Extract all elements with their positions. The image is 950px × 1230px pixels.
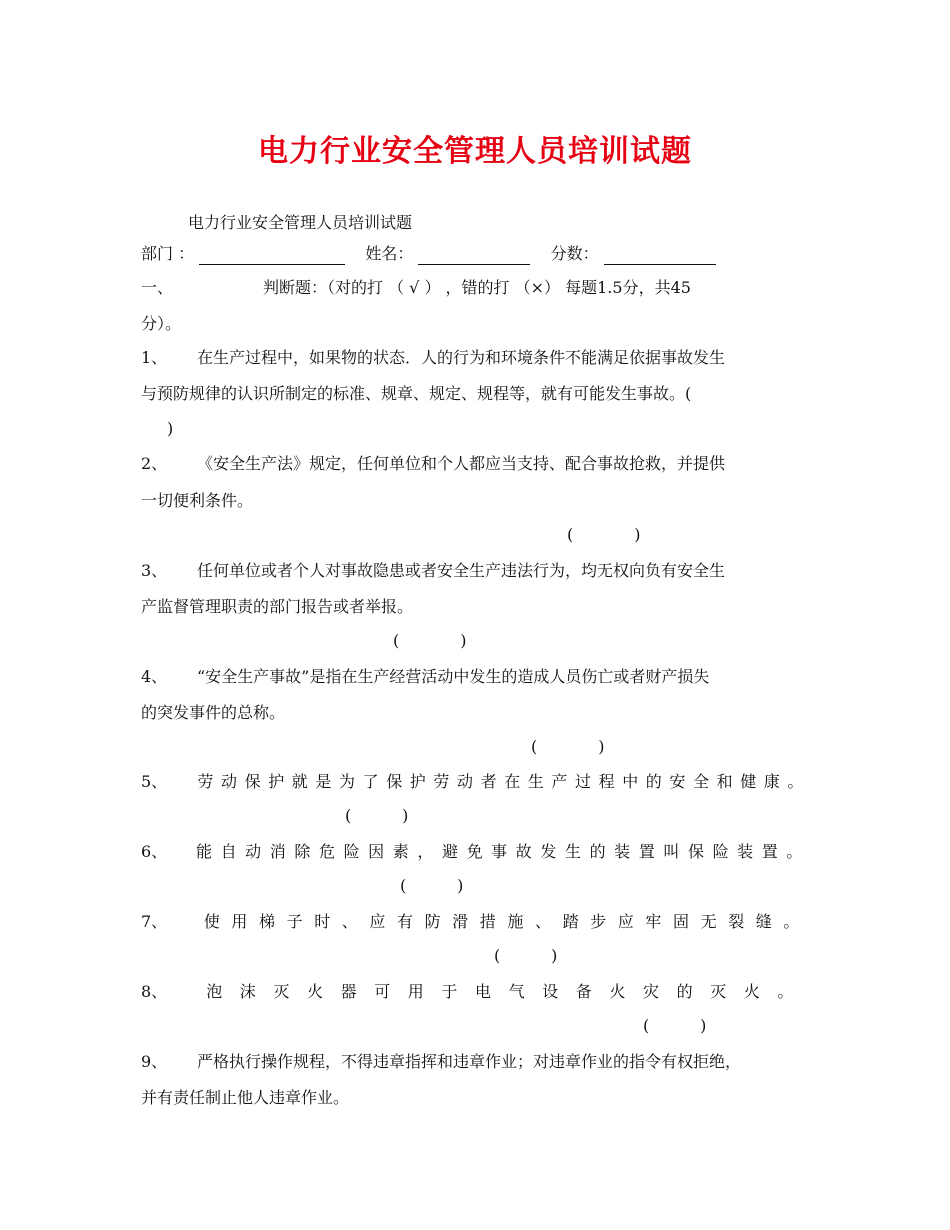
question-number: 5、 xyxy=(141,772,168,791)
score-blank[interactable] xyxy=(604,248,716,265)
department-blank[interactable] xyxy=(199,248,345,265)
question-number: 3、 xyxy=(141,561,168,580)
answer-blank-6[interactable]: ( ) xyxy=(400,876,464,895)
question-2-line2: 一切便利条件。 xyxy=(141,491,254,510)
department-label: 部门 ： xyxy=(141,244,195,263)
question-3 xyxy=(141,560,811,582)
question-number: 9、 xyxy=(141,1052,168,1071)
question-text: 在生产过程中，如果物的状态．人的行为和环境条件不能满足依据事故发生 xyxy=(197,348,726,367)
form-fields-row xyxy=(141,243,811,265)
question-5 xyxy=(141,771,811,793)
document-title: 电力行业安全管理人员培训试题 xyxy=(258,134,692,169)
name-label: 姓名： xyxy=(365,244,414,263)
question-text: 劳动保护就是为了保护劳动者在生产过程中的安全和健康。 xyxy=(197,772,811,791)
document-subtitle: 电力行业安全管理人员培训试题 xyxy=(188,213,413,232)
question-number: 6、 xyxy=(141,842,168,861)
name-blank[interactable] xyxy=(418,248,530,265)
question-2 xyxy=(141,453,811,475)
question-1-line2: 与预防规律的认识所制定的标准、规章、规定、规程等，就有可能发生事故。( xyxy=(141,384,692,403)
question-number: 7、 xyxy=(141,912,168,931)
section-instructions-cont: 分）。 xyxy=(141,314,182,333)
question-6 xyxy=(141,841,811,863)
section-number: 一、 xyxy=(141,278,174,297)
section-heading xyxy=(141,277,811,299)
question-number: 1、 xyxy=(141,348,168,367)
answer-blank-7[interactable]: ( ) xyxy=(494,946,558,965)
answer-blank-2[interactable]: ( ) xyxy=(567,525,641,544)
question-8 xyxy=(141,981,811,1003)
answer-blank-8[interactable]: ( ) xyxy=(643,1016,707,1035)
answer-blank-3[interactable]: ( ) xyxy=(393,631,467,650)
question-3-line2: 产监督管理职责的部门报告或者举报。 xyxy=(141,597,414,616)
question-text: 使用梯子时、应有防滑措施、踏步应牢固无裂缝。 xyxy=(203,912,811,931)
question-text: 《安全生产法》规定，任何单位和个人都应当支持、配合事故抢救，并提供 xyxy=(197,454,726,473)
question-4 xyxy=(141,666,811,688)
section-instructions: 判断题：（对的打 （ √ ） ，错的打 （×） 每题1.5分，共45 xyxy=(263,278,691,297)
question-number: 4、 xyxy=(141,667,168,686)
question-9-line2: 并有责任制止他人违章作业。 xyxy=(141,1088,350,1107)
question-7 xyxy=(141,911,811,933)
question-text: 泡沫灭火器可用于电气设备火灾的灭火。 xyxy=(206,982,811,1001)
answer-blank-4[interactable]: ( ) xyxy=(531,737,605,756)
question-text: 任何单位或者个人对事故隐患或者安全生产违法行为，均无权向负有安全生 xyxy=(197,561,726,580)
score-label: 分数： xyxy=(550,244,599,263)
question-text: 能自动消除危险因素，避免事故发生的装置叫保险装置。 xyxy=(195,842,811,861)
question-1 xyxy=(141,347,811,369)
question-4-line2: 的突发事件的总称。 xyxy=(141,703,286,722)
question-text: “安全生产事故”是指在生产经营活动中发生的造成人员伤亡或者财产损失 xyxy=(197,667,710,686)
answer-blank-5[interactable]: ( ) xyxy=(345,806,409,825)
question-number: 8、 xyxy=(141,982,168,1001)
answer-blank-1[interactable]: ) xyxy=(167,419,174,438)
question-9 xyxy=(141,1051,811,1073)
question-number: 2、 xyxy=(141,454,168,473)
question-text: 严格执行操作规程，不得违章指挥和违章作业；对违章作业的指令有权拒绝， xyxy=(197,1052,742,1071)
